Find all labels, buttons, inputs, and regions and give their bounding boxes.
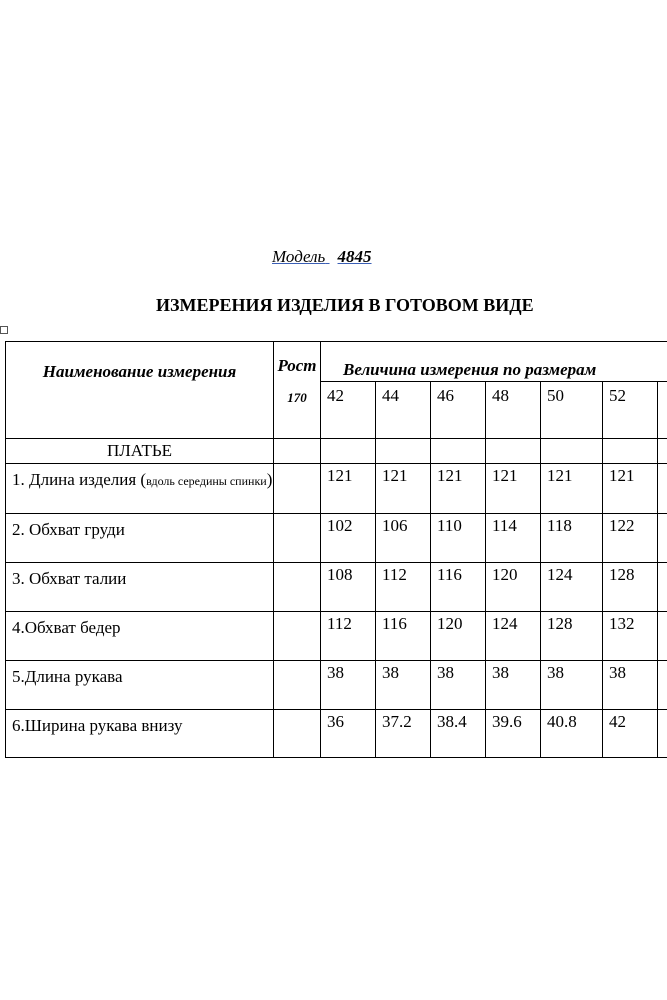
value-cell: 121 [376, 464, 431, 514]
section-row [6, 439, 667, 464]
size-header-cell: 48 [486, 382, 541, 439]
empty-cell [274, 439, 321, 464]
row-label: 6.Ширина рукава внизу [6, 710, 274, 758]
value-cell: 121 [486, 464, 541, 514]
header-row-top [6, 342, 667, 382]
sizes-header: Величина измерения по размерам [321, 342, 667, 382]
model-label: Модель [272, 247, 326, 266]
value-cell: 40.8 [541, 710, 603, 758]
row-label-main: 1. Длина изделия ( [12, 470, 147, 489]
value-cell: 121 [603, 464, 658, 514]
value-cell: 128 [541, 612, 603, 661]
value-cell: 118 [541, 514, 603, 563]
value-cell: 37.2 [376, 710, 431, 758]
empty-cell [431, 439, 486, 464]
row-label: 4.Обхват бедер [6, 612, 274, 661]
height-column-header [274, 342, 321, 439]
table-row [6, 514, 667, 563]
size-header-cell: 46 [431, 382, 486, 439]
table-row [6, 661, 667, 710]
section-label: ПЛАТЬЕ [6, 439, 274, 464]
empty-cell [658, 563, 667, 612]
size-header-cell: 42 [321, 382, 376, 439]
empty-cell [658, 514, 667, 563]
empty-cell [376, 439, 431, 464]
value-cell: 124 [541, 563, 603, 612]
value-cell: 121 [321, 464, 376, 514]
height-value: 170 [287, 390, 307, 405]
value-cell: 39.6 [486, 710, 541, 758]
row-label: 5.Длина рукава [6, 661, 274, 710]
height-cell [274, 464, 321, 514]
height-cell [274, 563, 321, 612]
empty-cell [658, 439, 667, 464]
value-cell: 114 [486, 514, 541, 563]
empty-cell [658, 464, 667, 514]
size-header-cell-empty [658, 382, 667, 439]
height-cell [274, 661, 321, 710]
value-cell: 38 [541, 661, 603, 710]
height-label: Рост [277, 356, 317, 375]
value-cell: 38.4 [431, 710, 486, 758]
value-cell: 124 [486, 612, 541, 661]
value-cell: 108 [321, 563, 376, 612]
value-cell: 132 [603, 612, 658, 661]
value-cell: 36 [321, 710, 376, 758]
value-cell: 38 [603, 661, 658, 710]
table-row [6, 612, 667, 661]
value-cell: 102 [321, 514, 376, 563]
height-cell [274, 612, 321, 661]
value-cell: 116 [431, 563, 486, 612]
model-number: 4845 [337, 247, 372, 266]
table-row [6, 464, 667, 514]
value-cell: 116 [376, 612, 431, 661]
model-title [272, 247, 372, 267]
value-cell: 121 [541, 464, 603, 514]
row-label: 2. Обхват груди [6, 514, 274, 563]
document-heading: ИЗМЕРЕНИЯ ИЗДЕЛИЯ В ГОТОВОМ ВИДЕ [156, 295, 534, 315]
value-cell: 112 [321, 612, 376, 661]
height-cell [274, 710, 321, 758]
value-cell: 112 [376, 563, 431, 612]
value-cell: 110 [431, 514, 486, 563]
height-cell [274, 514, 321, 563]
empty-cell [603, 439, 658, 464]
table-row [6, 710, 667, 758]
empty-cell [658, 612, 667, 661]
table-row [6, 563, 667, 612]
value-cell: 122 [603, 514, 658, 563]
table-anchor-icon [0, 326, 8, 334]
measurement-table [5, 341, 667, 758]
empty-cell [658, 661, 667, 710]
name-column-header: Наименование измерения [6, 342, 274, 439]
row-label [6, 464, 274, 514]
row-label-tail: ) [266, 470, 273, 489]
empty-cell [658, 710, 667, 758]
value-cell: 121 [431, 464, 486, 514]
value-cell: 120 [431, 612, 486, 661]
empty-cell [321, 439, 376, 464]
value-cell: 120 [486, 563, 541, 612]
size-header-cell: 44 [376, 382, 431, 439]
size-header-cell: 52 [603, 382, 658, 439]
value-cell: 38 [431, 661, 486, 710]
empty-cell [541, 439, 603, 464]
value-cell: 38 [321, 661, 376, 710]
row-label: 3. Обхват талии [6, 563, 274, 612]
value-cell: 42 [603, 710, 658, 758]
value-cell: 106 [376, 514, 431, 563]
value-cell: 38 [376, 661, 431, 710]
size-header-cell: 50 [541, 382, 603, 439]
empty-cell [486, 439, 541, 464]
value-cell: 38 [486, 661, 541, 710]
value-cell: 128 [603, 563, 658, 612]
row-label-note: вдоль середины спинки [146, 474, 267, 488]
